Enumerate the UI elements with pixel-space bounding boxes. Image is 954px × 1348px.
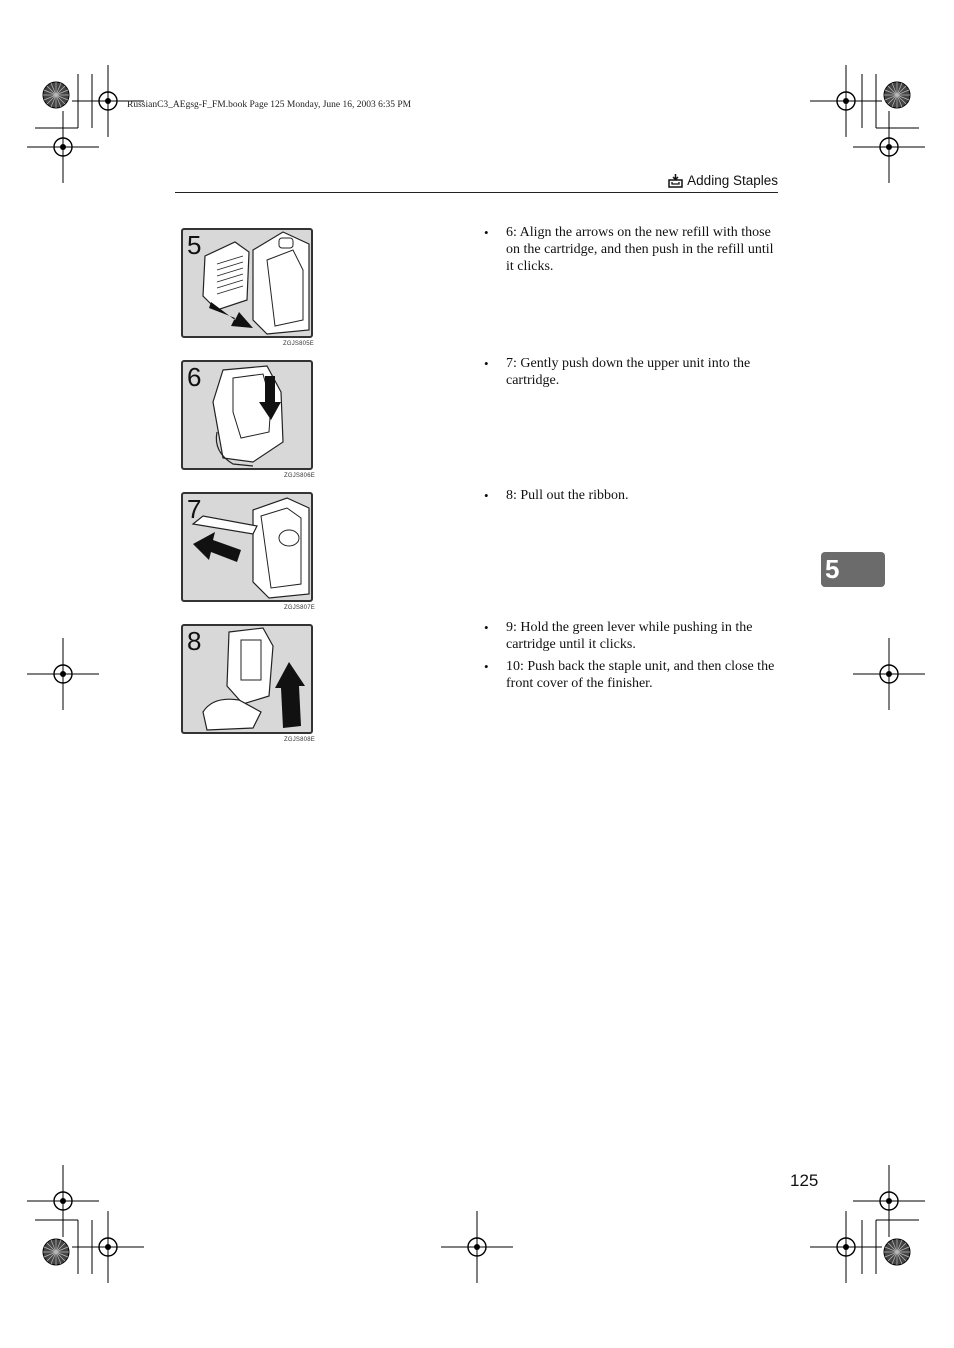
- instruction-list-4: [484, 619, 776, 697]
- instruction-list-2: [484, 355, 776, 394]
- instruction-item: • 9: Hold the green lever while pushing in the cartridge until it clicks.: [484, 619, 776, 653]
- step-number: 5: [187, 230, 202, 260]
- figure-step-6: [181, 360, 313, 470]
- step-number: 8: [187, 626, 202, 656]
- figure-code: ZGJS806E: [284, 473, 315, 479]
- instruction-item: • 7: Gently push down the upper unit into the cartridge.: [484, 355, 776, 389]
- illustration-pull-ribbon: [183, 494, 311, 600]
- figure-step-5: [181, 228, 313, 338]
- figure-code: ZGJS808E: [284, 737, 315, 743]
- step-number: 7: [187, 494, 202, 524]
- figure-code: ZGJS805E: [283, 341, 314, 347]
- section-title-wrap: [668, 173, 778, 188]
- running-header: [175, 170, 778, 193]
- instruction-list-1: [484, 224, 776, 280]
- instruction-item: • 6: Align the arrows on the new refill with those on the cartridge, and then push in the refill until it clicks.: [484, 224, 776, 275]
- illustration-push-upper-unit: [183, 362, 311, 468]
- figure-step-8: [181, 624, 313, 734]
- illustration-refill-insert: [183, 230, 311, 336]
- step-number: 6: [187, 362, 202, 392]
- chapter-tab: 5: [821, 552, 885, 587]
- illustration-insert-cartridge: [183, 626, 311, 732]
- instruction-list-3: [484, 487, 776, 509]
- book-meta: RussianC3_AEgsg-F_FM.book Page 125 Monday, June 16, 2003 6:35 PM: [127, 100, 412, 110]
- page-number: 125: [790, 1171, 819, 1190]
- figure-code: ZGJS807E: [284, 605, 315, 611]
- section-title: Adding Staples: [687, 173, 778, 188]
- staple-icon: [668, 174, 683, 188]
- instruction-item: • 8: Pull out the ribbon.: [484, 487, 776, 504]
- figure-step-7: [181, 492, 313, 602]
- instruction-item: • 10: Push back the staple unit, and then close the front cover of the finisher.: [484, 658, 776, 692]
